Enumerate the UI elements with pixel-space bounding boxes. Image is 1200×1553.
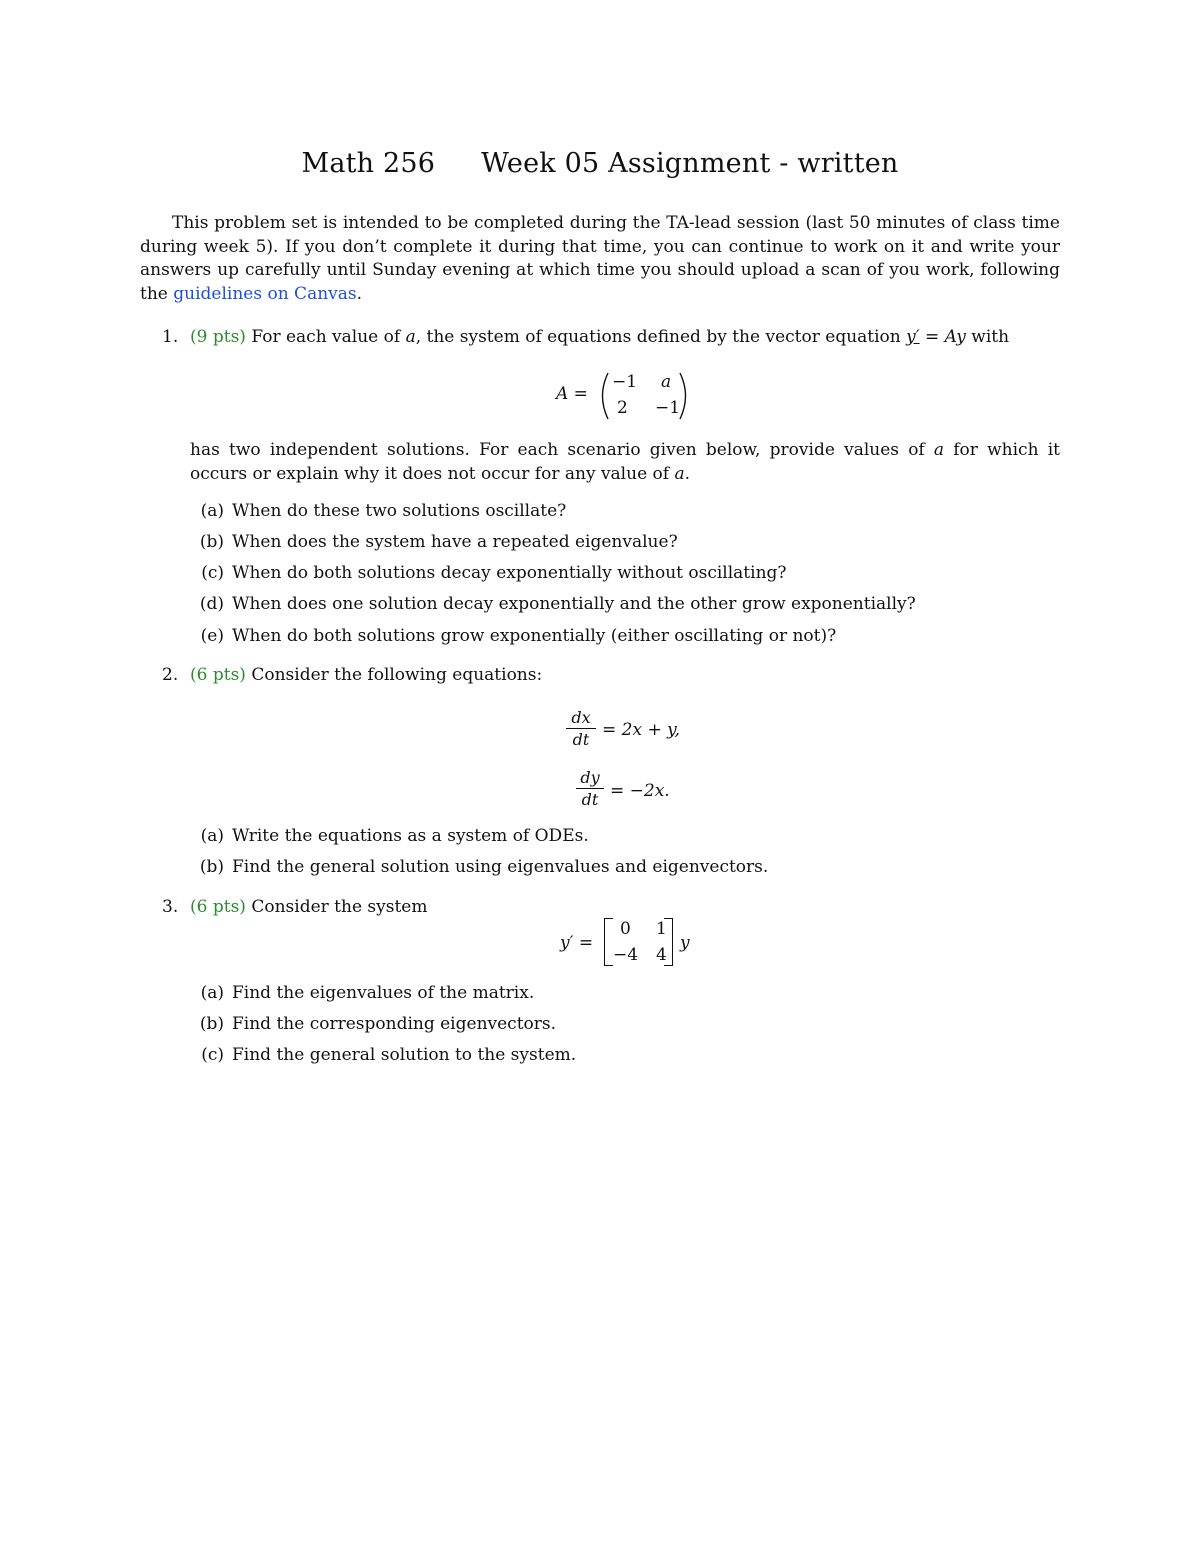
question-2-number: 2. <box>162 665 179 685</box>
intro-text: This problem set is intended to be completed during the TA-lead session (last 50 minutes of class time during week 5). If you don’t complete it during that time, you can continue to work on it and write your answers up carefully until Sunday evening at which time you should upload a scan of you work, following the <box>140 213 1060 304</box>
question-3-points: (6 pts) <box>190 897 246 917</box>
course-title: Math 256 <box>301 148 436 179</box>
assignment-title: Week 05 Assignment - written <box>481 148 899 179</box>
matrix-a-cell: −1 <box>612 372 638 392</box>
dx-dt-fraction: dx dt <box>566 708 596 749</box>
matrix-b-cell: 0 <box>620 919 631 939</box>
equation-2-rhs: = −2x. <box>610 781 670 801</box>
document-page: Math 256 Week 05 Assignment - written This problem set is intended to be completed during the TA-lead session (last 50 minutes of class time during week 5). If you don’t complete it during that time, you can continue to work on it and write your answers up carefully until Sunday evening at which time you should upload a scan of you work, following the guidelines on Canvas. 1. (9 pts) For each value of a, the system of equations defined by the vector equation y′ = Ay with A = −1 a 2 −1 has two independent solutions. For each scenario given below, provide values of a for which it occurs or explain why it does not occur for any value of a. (a) When do these two solutions oscillate? (b) When does the system have a repeated eigenvalue? (c) When do both solutions decay exponentially without oscillating? (d) When does one solution decay exponentially and the other grow exponentially? (e) When do both solutions grow exponentially (either oscillating or not)? 2. (6 pts) Consider the following equations: dx dt = 2x + y, dy dt = −2x. (a) Write the equations as a system of ODEs. (b) Find the general solution using eigenvalues and eigenvectors. 3. (6 pts) Consider the system y′ = 0 1 −4 4 y (a) Find the eigenvalues of the matrix. (b) Find the corresponding eigenvectors. (c) Find the general solution to the system. <box>0 0 1200 1553</box>
question-1-prompt: (9 pts) For each value of a, the system of equations defined by the vector equation y′ = Ay with <box>190 327 1010 347</box>
question-3-prompt: (6 pts) Consider the system <box>190 897 428 917</box>
matrix-a-cell: 2 <box>617 398 628 418</box>
canvas-guidelines-link[interactable]: guidelines on Canvas <box>173 283 357 304</box>
question-2-points: (6 pts) <box>190 665 246 685</box>
question-1-paragraph: has two independent solutions. For each scenario given below, provide values of a for which it occurs or explain why it does not occur for any value of a. <box>190 440 1060 484</box>
matrix-b-cell: 1 <box>656 919 667 939</box>
system-lhs: y′ = <box>560 933 594 953</box>
matrix-b-cell: −4 <box>613 945 639 965</box>
right-paren-icon <box>678 372 692 420</box>
matrix-b-cell: 4 <box>656 945 667 965</box>
left-bracket-icon <box>604 918 613 966</box>
question-1-points: (9 pts) <box>190 327 246 347</box>
matrix-a-cell: a <box>661 372 672 392</box>
left-paren-icon <box>596 372 610 420</box>
right-bracket-icon <box>664 918 673 966</box>
question-1-number: 1. <box>162 327 179 347</box>
matrix-a-cell: −1 <box>655 398 681 418</box>
matrix-a-label: A = <box>556 384 588 404</box>
question-2-prompt: (6 pts) Consider the following equations: <box>190 665 543 685</box>
matrix-a-equation <box>0 368 1200 424</box>
question-3-number: 3. <box>162 897 179 917</box>
page-title <box>0 148 1200 179</box>
system-rhs: y <box>680 933 690 953</box>
dy-dt-fraction: dy dt <box>576 768 604 809</box>
intro-paragraph <box>140 212 1060 306</box>
equation-1-rhs: = 2x + y, <box>602 720 680 740</box>
intro-text-end: . <box>356 283 363 304</box>
